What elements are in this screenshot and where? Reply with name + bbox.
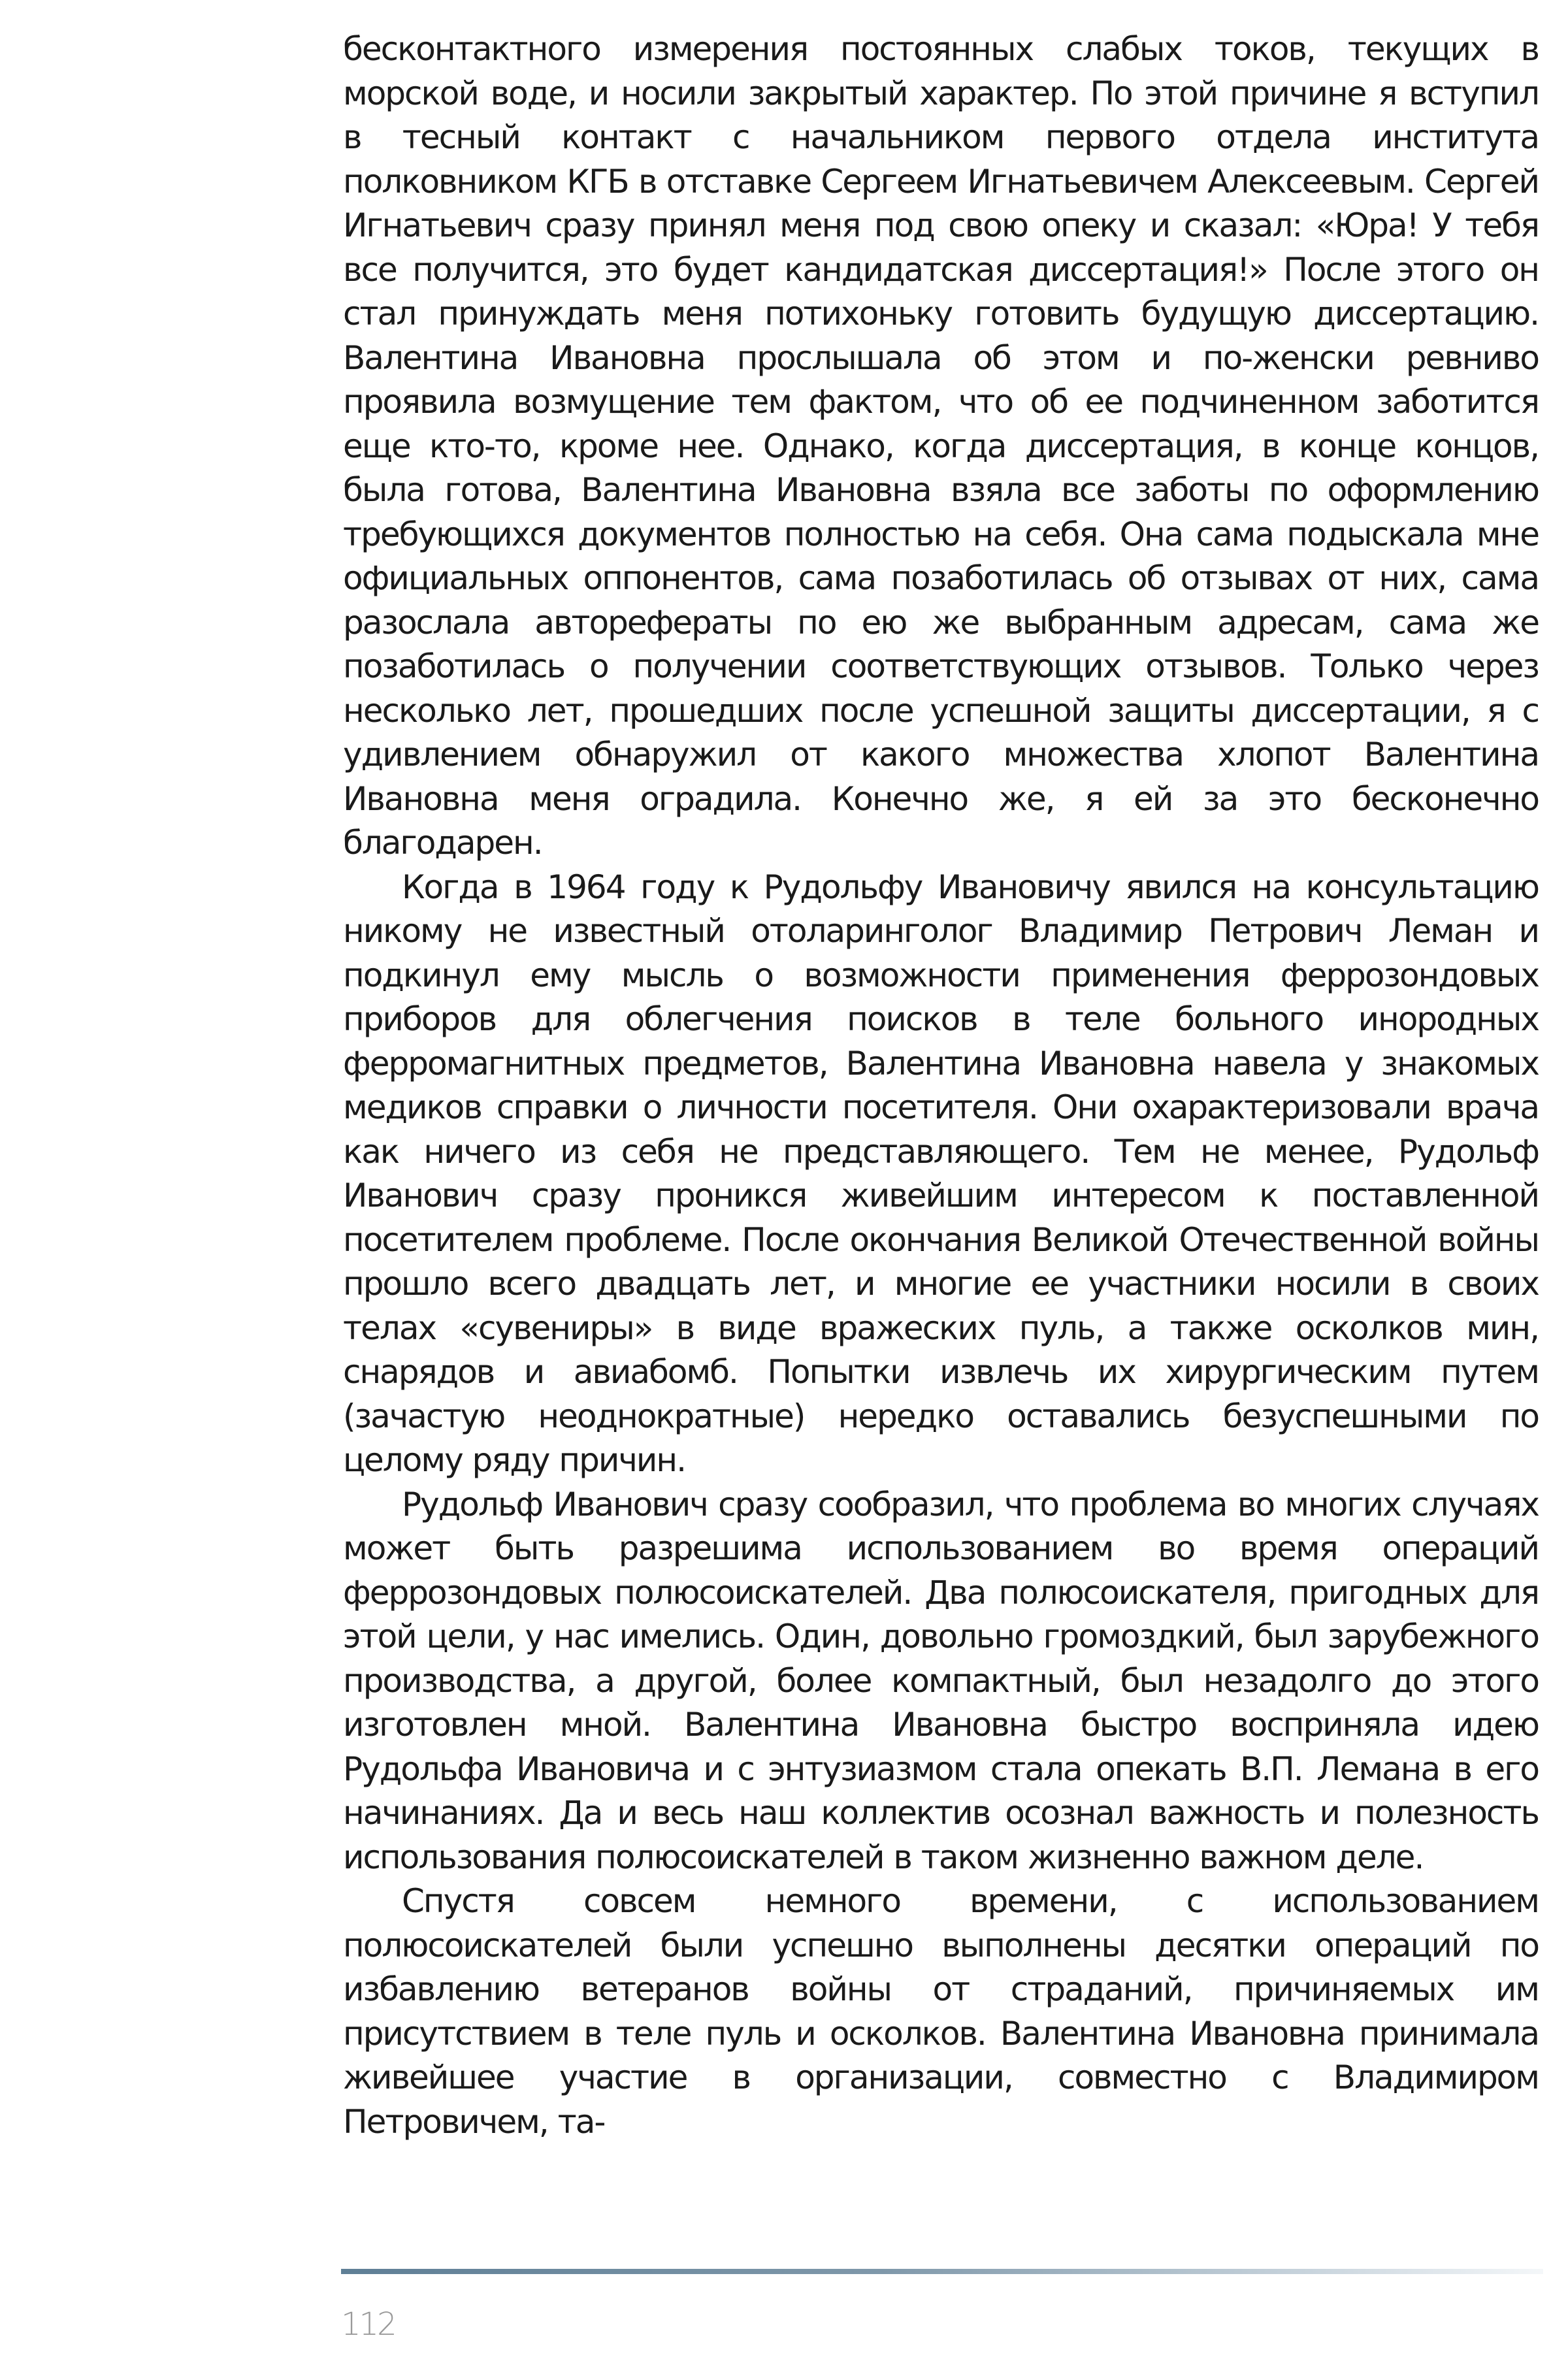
paragraph-2: Когда в 1964 году к Рудольфу Ивановичу явился на консультацию никому не известный отоларинголог Владимир Петрович Леман и подкинул ему мысль о возможности применения феррозондовых приборов для облегчения поисков в теле больного инородных ферромагнитных предметов, Валентина Ивановна навела у знакомых медиков справки о личности посетителя. Они охарактеризовали врача как ничего из себя не представляющего. Тем не менее, Рудольф Иванович сразу проникся живейшим интересом к поставленной посетителем проблеме. После окончания Великой Отечественной войны прошло всего двадцать лет, и многие ее участники носили в своих телах «сувениры» в виде вражеских пуль, а также осколков мин, снарядов и авиабомб. Попытки извлечь их хирургическим путем (зачастую неоднократные) нередко оставались безуспешными по целому ряду причин. [343,868,1539,1479]
page-number: 112 [341,2306,395,2343]
footer-divider [341,2269,1543,2274]
paragraph-1: бесконтактного измерения постоянных слабых токов, текущих в морской воде, и носили закрытый характер. По этой причине я вступил в тесный контакт с начальником первого отдела института полковником КГБ в отставке Сергеем Игнатьевичем Алексеевым. Сергей Игнатьевич сразу принял меня под свою опеку и сказал: «Юра! У тебя все получится, это будет кандидатская диссертация!» После этого он стал принуждать меня потихоньку готовить будущую диссертацию. Валентина Ивановна прослышала об этом и по-женски ревниво проявила возмущение тем фактом, что об ее подчиненном заботится еще кто-то, кроме нее. Однако, когда диссертация, в конце концов, была готова, Валентина Ивановна взяла все заботы по оформлению требующихся документов полностью на себя. Она сама подыскала мне официальных оппонентов, сама позаботилась об отзывах от них, сама разослала авторефераты по ею же выбранным адресам, сама же позаботилась о получении соответствующих отзывов. Только через несколько лет, прошедших после успешной защиты диссертации, я с удивлением обнаружил от какого множества хлопот Валентина Ивановна меня оградила. Конечно же, я ей за это бесконечно благодарен. [343,30,1539,862]
page-body [343,27,1539,2144]
paragraph-3: Рудольф Иванович сразу сообразил, что проблема во многих случаях может быть разрешима использованием во время операций феррозондовых полюсоискателей. Два полюсоискателя, пригодных для этой цели, у нас имелись. Один, довольно громоздкий, был зарубежного производства, а другой, более компактный, был незадолго до этого изготовлен мной. Валентина Ивановна быстро восприняла идею Рудольфа Ивановича и с энтузиазмом стала опекать В.П. Лемана в его начинаниях. Да и весь наш коллектив осознал важность и полезность использования полюсоискателей в таком жизненно важном деле. [343,1485,1539,1876]
paragraph-4: Спустя совсем немного времени, с использованием полюсоискателей были успешно выполнены десятки операций по избавлению ветеранов войны от страданий, причиняемых им присутствием в теле пуль и осколков. Валентина Ивановна принимала живейшее участие в организации, совместно с Владимиром Петровичем, та- [343,1882,1539,2141]
